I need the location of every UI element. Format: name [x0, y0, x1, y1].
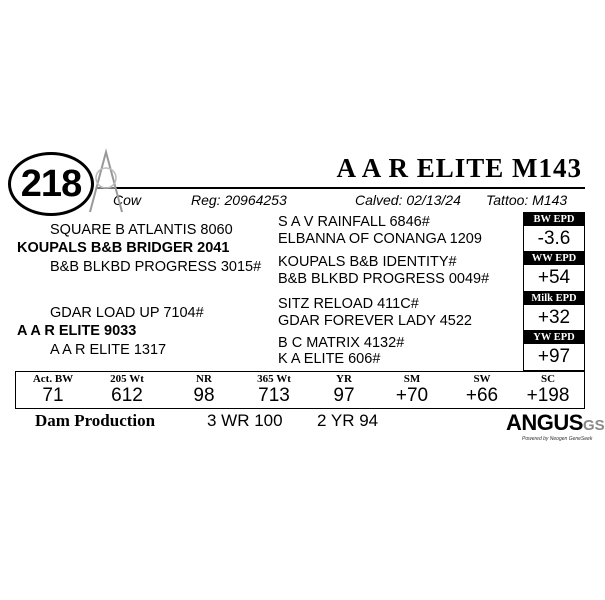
epd-label: Milk EPD [524, 292, 584, 305]
angus-logo-text: ANGUS [506, 410, 583, 435]
stat-yr [311, 372, 377, 406]
epd-value: +97 [537, 346, 571, 367]
stat-value: 71 [42, 385, 64, 406]
stat-label: SM [403, 373, 421, 385]
sire-sire-sire: S A V RAINFALL 6846# [278, 214, 430, 230]
angus-logo-tagline: Powered by Neogen GeneSeek [522, 436, 593, 442]
tattoo: Tattoo: M143 [486, 192, 568, 208]
stat-label: SC [540, 373, 556, 385]
stat-value: +198 [526, 385, 570, 406]
performance-stats [15, 371, 585, 409]
lot-number-badge [8, 152, 94, 216]
stat-label: Act. BW [32, 373, 74, 385]
epd-label: YW EPD [524, 331, 584, 344]
stat-sw [449, 372, 515, 406]
epd-box-yw [523, 330, 585, 371]
epd-value: +32 [537, 307, 571, 328]
stat-label: YR [336, 373, 352, 385]
sex-label: Cow [113, 192, 142, 208]
lot-number: 218 [20, 162, 82, 205]
angus-gs-logo [506, 410, 605, 436]
stat-label: SW [473, 373, 491, 385]
epd-box-bw [523, 212, 585, 253]
stat-sc [514, 372, 582, 406]
sire: KOUPALS B&B BRIDGER 2041 [17, 240, 230, 256]
epd-value: +54 [537, 267, 571, 288]
epd-label: WW EPD [524, 252, 584, 265]
registration-number: Reg: 20964253 [191, 192, 287, 208]
epd-box-milk [523, 291, 585, 332]
stat-205-wt [94, 372, 160, 406]
sire-dam-sire: KOUPALS B&B IDENTITY# [278, 254, 457, 270]
epd-label: BW EPD [524, 213, 584, 226]
dam-production-wr: 3 WR 100 [207, 411, 283, 430]
stat-value: +66 [465, 385, 499, 406]
dam-dam-dam: K A ELITE 606# [278, 351, 381, 367]
sire-dam-dam: B&B BLKBD PROGRESS 0049# [278, 271, 490, 287]
dam-dam-sire: B C MATRIX 4132# [278, 335, 405, 351]
stat-label: NR [196, 373, 212, 385]
dam-sire-sire: SITZ RELOAD 411C# [278, 296, 419, 312]
dam-production-yr: 2 YR 94 [317, 411, 379, 430]
header-divider [96, 187, 585, 189]
dam-sire-dam: GDAR FOREVER LADY 4522 [278, 313, 472, 329]
stat-sm [379, 372, 445, 406]
stat-nr [171, 372, 237, 406]
sire-sire: SQUARE B ATLANTIS 8060 [50, 222, 233, 238]
dam-production-label: Dam Production [35, 411, 156, 430]
sire-dam: B&B BLKBD PROGRESS 3015# [50, 259, 262, 275]
calved-date: Calved: 02/13/24 [355, 192, 461, 208]
dam: A A R ELITE 9033 [17, 323, 137, 339]
stat-value: 98 [193, 385, 215, 406]
stat-value: +70 [395, 385, 429, 406]
sire-sire-dam: ELBANNA OF CONANGA 1209 [278, 231, 482, 247]
animal-name: A A R ELITE M143 [336, 153, 582, 183]
stat-value: 612 [111, 385, 143, 406]
dam-sire: GDAR LOAD UP 7104# [50, 305, 204, 321]
stat-value: 713 [258, 385, 290, 406]
stat-365-wt [241, 372, 307, 406]
stat-value: 97 [333, 385, 355, 406]
stat-act-bw [20, 372, 86, 406]
epd-value: -3.6 [537, 228, 571, 249]
epd-box-ww [523, 251, 585, 292]
stat-label: 365 Wt [257, 373, 291, 385]
dam-dam: A A R ELITE 1317 [50, 342, 167, 358]
angus-logo-suffix: GS [582, 417, 605, 434]
stat-label: 205 Wt [110, 373, 144, 385]
